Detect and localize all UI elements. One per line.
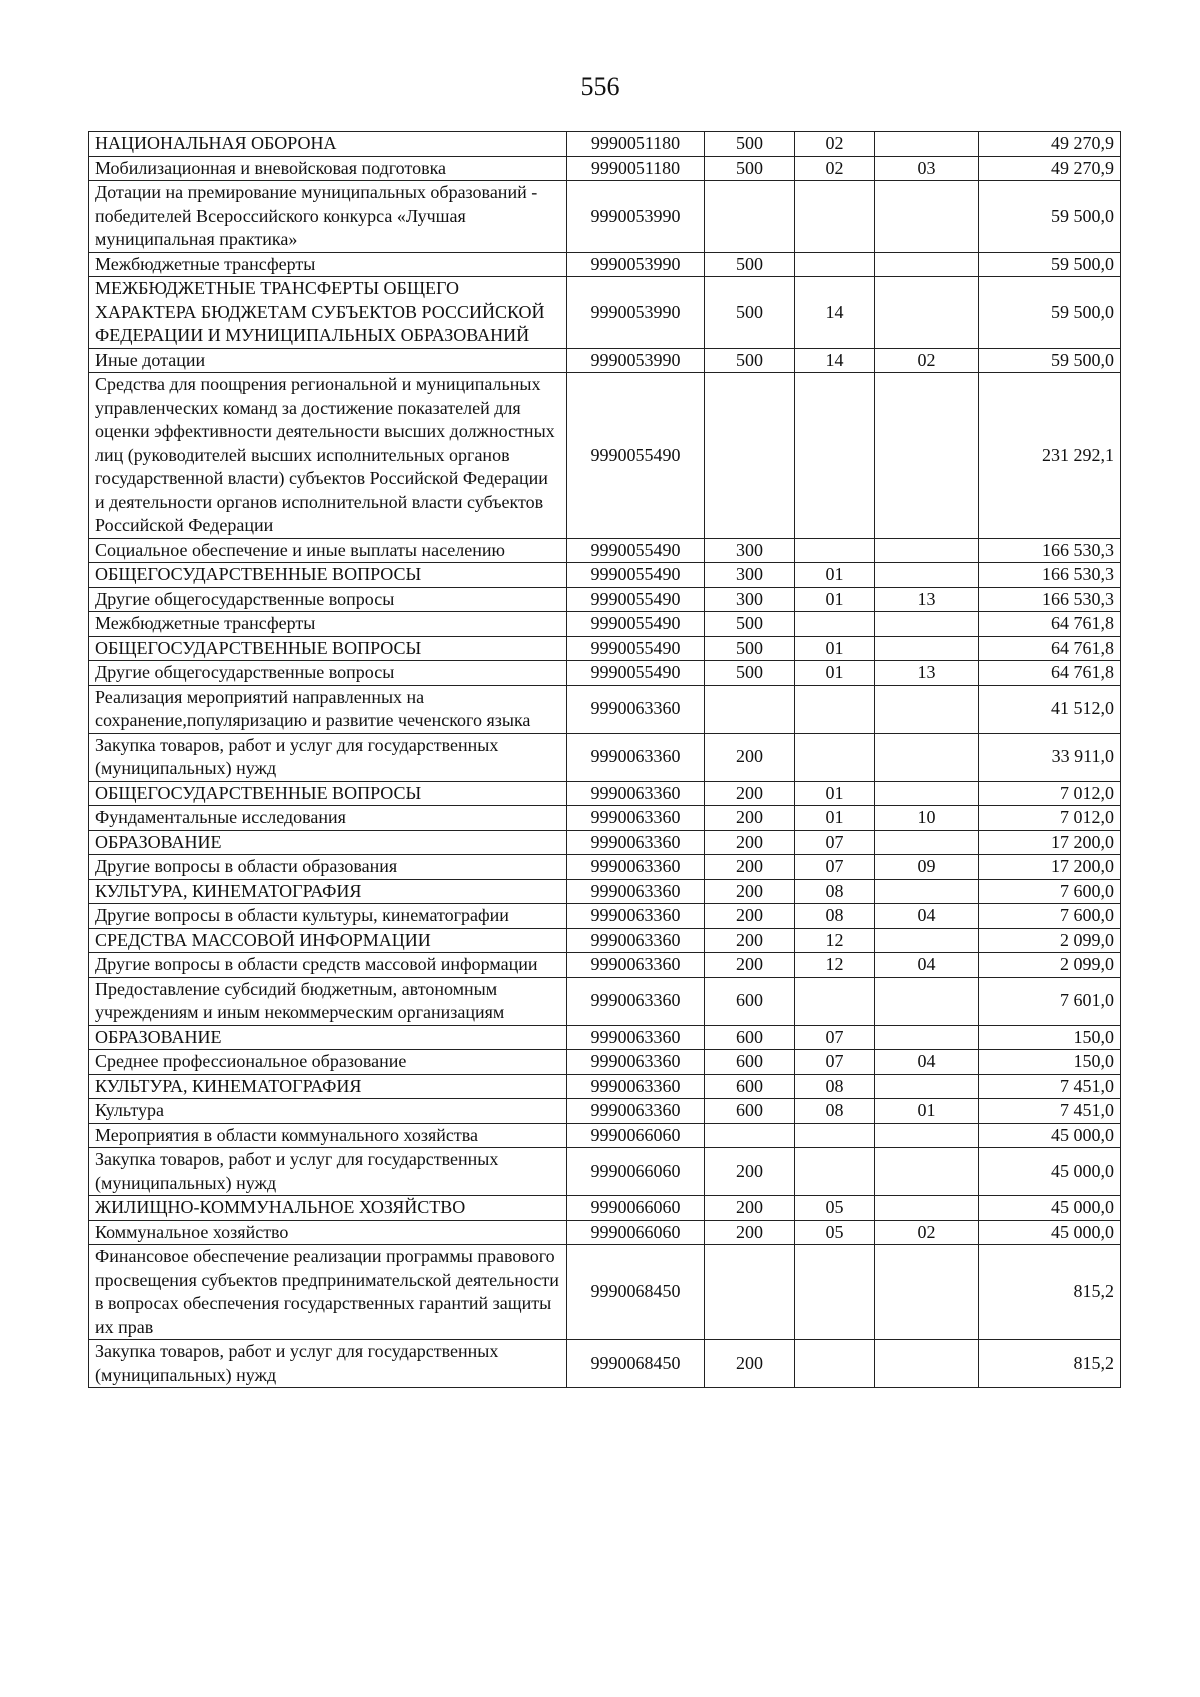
row-code-cell: 9990055490 xyxy=(567,563,705,588)
row-code-cell: 9990055490 xyxy=(567,538,705,563)
row-expense-type-cell: 200 xyxy=(705,1196,795,1221)
row-expense-type-cell: 500 xyxy=(705,348,795,373)
table-row xyxy=(89,685,1121,733)
row-section-cell xyxy=(795,1340,875,1388)
row-code-cell: 9990066060 xyxy=(567,1196,705,1221)
row-subsection-cell xyxy=(875,879,979,904)
row-expense-type-cell: 200 xyxy=(705,1148,795,1196)
row-code-cell: 9990053990 xyxy=(567,252,705,277)
row-subsection-cell xyxy=(875,928,979,953)
row-code-cell: 9990055490 xyxy=(567,661,705,686)
row-expense-type-cell: 200 xyxy=(705,781,795,806)
row-subsection-cell: 01 xyxy=(875,1099,979,1124)
row-expense-type-cell: 500 xyxy=(705,132,795,157)
row-expense-type-cell: 300 xyxy=(705,587,795,612)
row-code-cell: 9990063360 xyxy=(567,806,705,831)
row-name-cell: Фундаментальные исследования xyxy=(89,806,567,831)
row-expense-type-cell: 200 xyxy=(705,1220,795,1245)
row-amount-cell: 166 530,3 xyxy=(979,587,1121,612)
row-code-cell: 9990066060 xyxy=(567,1220,705,1245)
row-amount-cell: 231 292,1 xyxy=(979,373,1121,539)
row-name-cell: Другие вопросы в области культуры, кинематографии xyxy=(89,904,567,929)
row-name-cell: Средства для поощрения региональной и муниципальных управленческих команд за достижение показателей для оценки эффективности деятельности высших должностных лиц (руководителей высших исполнительных органов государственной власти) субъектов Российской Федерации и деятельности органов исполнительной власти субъектов Российской Федерации xyxy=(89,373,567,539)
row-expense-type-cell: 500 xyxy=(705,661,795,686)
row-subsection-cell xyxy=(875,977,979,1025)
row-expense-type-cell: 200 xyxy=(705,879,795,904)
row-section-cell xyxy=(795,1245,875,1340)
row-expense-type-cell: 500 xyxy=(705,277,795,349)
row-code-cell: 9990051180 xyxy=(567,132,705,157)
row-section-cell xyxy=(795,685,875,733)
row-section-cell: 02 xyxy=(795,132,875,157)
row-section-cell xyxy=(795,977,875,1025)
row-code-cell: 9990063360 xyxy=(567,904,705,929)
row-subsection-cell xyxy=(875,277,979,349)
row-amount-cell: 59 500,0 xyxy=(979,252,1121,277)
row-amount-cell: 45 000,0 xyxy=(979,1123,1121,1148)
row-subsection-cell: 02 xyxy=(875,348,979,373)
row-amount-cell: 64 761,8 xyxy=(979,636,1121,661)
row-name-cell: ЖИЛИЩНО-КОММУНАЛЬНОЕ ХОЗЯЙСТВО xyxy=(89,1196,567,1221)
row-name-cell: Реализация мероприятий направленных на сохранение,популяризацию и развитие чеченского языка xyxy=(89,685,567,733)
row-code-cell: 9990055490 xyxy=(567,373,705,539)
row-section-cell xyxy=(795,1148,875,1196)
row-amount-cell: 64 761,8 xyxy=(979,661,1121,686)
row-expense-type-cell: 600 xyxy=(705,1050,795,1075)
table-row xyxy=(89,806,1121,831)
row-amount-cell: 2 099,0 xyxy=(979,928,1121,953)
row-expense-type-cell: 200 xyxy=(705,830,795,855)
table-row xyxy=(89,252,1121,277)
row-subsection-cell xyxy=(875,1123,979,1148)
row-section-cell: 08 xyxy=(795,879,875,904)
row-code-cell: 9990055490 xyxy=(567,636,705,661)
table-row xyxy=(89,181,1121,253)
budget-table-body xyxy=(89,132,1121,1388)
table-row xyxy=(89,928,1121,953)
row-code-cell: 9990063360 xyxy=(567,830,705,855)
row-amount-cell: 41 512,0 xyxy=(979,685,1121,733)
row-expense-type-cell: 200 xyxy=(705,733,795,781)
row-subsection-cell: 10 xyxy=(875,806,979,831)
row-name-cell: Культура xyxy=(89,1099,567,1124)
row-section-cell xyxy=(795,181,875,253)
row-section-cell: 01 xyxy=(795,636,875,661)
row-subsection-cell: 13 xyxy=(875,587,979,612)
row-subsection-cell: 13 xyxy=(875,661,979,686)
row-name-cell: Другие общегосударственные вопросы xyxy=(89,661,567,686)
table-row xyxy=(89,156,1121,181)
row-expense-type-cell: 600 xyxy=(705,1025,795,1050)
row-name-cell: Другие общегосударственные вопросы xyxy=(89,587,567,612)
table-row xyxy=(89,636,1121,661)
table-row xyxy=(89,1196,1121,1221)
row-name-cell: КУЛЬТУРА, КИНЕМАТОГРАФИЯ xyxy=(89,1074,567,1099)
row-expense-type-cell: 200 xyxy=(705,904,795,929)
row-expense-type-cell: 500 xyxy=(705,636,795,661)
row-name-cell: Среднее профессиональное образование xyxy=(89,1050,567,1075)
table-row xyxy=(89,1074,1121,1099)
table-row xyxy=(89,1245,1121,1340)
row-amount-cell: 166 530,3 xyxy=(979,563,1121,588)
row-code-cell: 9990063360 xyxy=(567,855,705,880)
row-section-cell: 01 xyxy=(795,587,875,612)
row-subsection-cell: 03 xyxy=(875,156,979,181)
row-name-cell: ОБЩЕГОСУДАРСТВЕННЫЕ ВОПРОСЫ xyxy=(89,636,567,661)
row-name-cell: КУЛЬТУРА, КИНЕМАТОГРАФИЯ xyxy=(89,879,567,904)
page-number: 556 xyxy=(580,72,620,101)
row-section-cell: 14 xyxy=(795,277,875,349)
table-row xyxy=(89,132,1121,157)
row-amount-cell: 49 270,9 xyxy=(979,132,1121,157)
table-row xyxy=(89,373,1121,539)
row-section-cell: 07 xyxy=(795,855,875,880)
row-expense-type-cell: 300 xyxy=(705,538,795,563)
row-name-cell: Финансовое обеспечение реализации программы правового просвещения субъектов предпринимательской деятельности в вопросах обеспечения государственных гарантий защиты их прав xyxy=(89,1245,567,1340)
row-section-cell xyxy=(795,252,875,277)
row-amount-cell: 7 451,0 xyxy=(979,1074,1121,1099)
row-name-cell: Коммунальное хозяйство xyxy=(89,1220,567,1245)
row-expense-type-cell xyxy=(705,685,795,733)
row-name-cell: ОБРАЗОВАНИЕ xyxy=(89,830,567,855)
table-row xyxy=(89,348,1121,373)
row-code-cell: 9990053990 xyxy=(567,181,705,253)
row-subsection-cell xyxy=(875,181,979,253)
table-row xyxy=(89,904,1121,929)
row-amount-cell: 7 600,0 xyxy=(979,879,1121,904)
row-section-cell xyxy=(795,1123,875,1148)
row-amount-cell: 7 012,0 xyxy=(979,806,1121,831)
row-expense-type-cell: 200 xyxy=(705,806,795,831)
row-code-cell: 9990063360 xyxy=(567,781,705,806)
row-amount-cell: 7 600,0 xyxy=(979,904,1121,929)
row-name-cell: Межбюджетные трансферты xyxy=(89,612,567,637)
row-section-cell: 08 xyxy=(795,1099,875,1124)
row-expense-type-cell xyxy=(705,1123,795,1148)
row-name-cell: Закупка товаров, работ и услуг для государственных (муниципальных) нужд xyxy=(89,733,567,781)
row-subsection-cell xyxy=(875,1340,979,1388)
row-section-cell: 12 xyxy=(795,953,875,978)
table-row xyxy=(89,781,1121,806)
row-code-cell: 9990063360 xyxy=(567,953,705,978)
row-section-cell: 07 xyxy=(795,830,875,855)
row-section-cell: 01 xyxy=(795,661,875,686)
row-code-cell: 9990063360 xyxy=(567,879,705,904)
row-name-cell: Закупка товаров, работ и услуг для государственных (муниципальных) нужд xyxy=(89,1148,567,1196)
row-amount-cell: 49 270,9 xyxy=(979,156,1121,181)
row-subsection-cell xyxy=(875,1074,979,1099)
row-code-cell: 9990063360 xyxy=(567,733,705,781)
row-code-cell: 9990063360 xyxy=(567,1099,705,1124)
row-amount-cell: 150,0 xyxy=(979,1050,1121,1075)
row-amount-cell: 166 530,3 xyxy=(979,538,1121,563)
row-expense-type-cell xyxy=(705,373,795,539)
table-row xyxy=(89,1220,1121,1245)
row-expense-type-cell: 300 xyxy=(705,563,795,588)
table-row xyxy=(89,1340,1121,1388)
table-row xyxy=(89,830,1121,855)
table-row xyxy=(89,1099,1121,1124)
row-name-cell: ОБРАЗОВАНИЕ xyxy=(89,1025,567,1050)
row-section-cell xyxy=(795,538,875,563)
row-name-cell: Закупка товаров, работ и услуг для государственных (муниципальных) нужд xyxy=(89,1340,567,1388)
row-name-cell: Социальное обеспечение и иные выплаты населению xyxy=(89,538,567,563)
row-section-cell xyxy=(795,612,875,637)
table-row xyxy=(89,733,1121,781)
row-code-cell: 9990063360 xyxy=(567,1050,705,1075)
row-expense-type-cell: 600 xyxy=(705,1099,795,1124)
row-name-cell: Другие вопросы в области образования xyxy=(89,855,567,880)
row-name-cell: Межбюджетные трансферты xyxy=(89,252,567,277)
row-subsection-cell xyxy=(875,636,979,661)
row-amount-cell: 17 200,0 xyxy=(979,830,1121,855)
row-subsection-cell xyxy=(875,830,979,855)
row-expense-type-cell: 600 xyxy=(705,977,795,1025)
row-expense-type-cell: 200 xyxy=(705,953,795,978)
row-name-cell: Мобилизационная и вневойсковая подготовка xyxy=(89,156,567,181)
row-code-cell: 9990055490 xyxy=(567,612,705,637)
row-code-cell: 9990053990 xyxy=(567,348,705,373)
row-section-cell: 08 xyxy=(795,1074,875,1099)
table-row xyxy=(89,1050,1121,1075)
table-row xyxy=(89,977,1121,1025)
table-row xyxy=(89,661,1121,686)
row-code-cell: 9990053990 xyxy=(567,277,705,349)
row-section-cell: 14 xyxy=(795,348,875,373)
row-subsection-cell xyxy=(875,612,979,637)
row-section-cell: 07 xyxy=(795,1050,875,1075)
row-amount-cell: 33 911,0 xyxy=(979,733,1121,781)
table-row xyxy=(89,587,1121,612)
row-code-cell: 9990066060 xyxy=(567,1148,705,1196)
row-code-cell: 9990063360 xyxy=(567,1074,705,1099)
row-amount-cell: 45 000,0 xyxy=(979,1220,1121,1245)
table-row xyxy=(89,879,1121,904)
row-section-cell: 05 xyxy=(795,1196,875,1221)
row-expense-type-cell: 200 xyxy=(705,928,795,953)
row-section-cell: 05 xyxy=(795,1220,875,1245)
row-amount-cell: 17 200,0 xyxy=(979,855,1121,880)
row-section-cell: 01 xyxy=(795,806,875,831)
row-expense-type-cell: 200 xyxy=(705,855,795,880)
row-section-cell xyxy=(795,733,875,781)
row-amount-cell: 815,2 xyxy=(979,1245,1121,1340)
row-name-cell: ОБЩЕГОСУДАРСТВЕННЫЕ ВОПРОСЫ xyxy=(89,781,567,806)
row-section-cell: 01 xyxy=(795,781,875,806)
row-amount-cell: 7 012,0 xyxy=(979,781,1121,806)
row-subsection-cell: 04 xyxy=(875,953,979,978)
row-code-cell: 9990063360 xyxy=(567,977,705,1025)
table-row xyxy=(89,953,1121,978)
row-name-cell: НАЦИОНАЛЬНАЯ ОБОРОНА xyxy=(89,132,567,157)
table-row xyxy=(89,1123,1121,1148)
table-row xyxy=(89,277,1121,349)
row-subsection-cell xyxy=(875,733,979,781)
row-name-cell: Дотации на премирование муниципальных образований - победителей Всероссийского конкурса «Лучшая муниципальная практика» xyxy=(89,181,567,253)
row-code-cell: 9990063360 xyxy=(567,1025,705,1050)
row-name-cell: МЕЖБЮДЖЕТНЫЕ ТРАНСФЕРТЫ ОБЩЕГО ХАРАКТЕРА БЮДЖЕТАМ СУБЪЕКТОВ РОССИЙСКОЙ ФЕДЕРАЦИИ И МУНИЦИПАЛЬНЫХ ОБРАЗОВАНИЙ xyxy=(89,277,567,349)
row-amount-cell: 7 451,0 xyxy=(979,1099,1121,1124)
row-code-cell: 9990063360 xyxy=(567,685,705,733)
table-row xyxy=(89,855,1121,880)
row-subsection-cell xyxy=(875,1245,979,1340)
row-amount-cell: 815,2 xyxy=(979,1340,1121,1388)
row-section-cell: 01 xyxy=(795,563,875,588)
row-subsection-cell xyxy=(875,373,979,539)
row-subsection-cell xyxy=(875,563,979,588)
row-subsection-cell xyxy=(875,1025,979,1050)
row-amount-cell: 45 000,0 xyxy=(979,1196,1121,1221)
row-expense-type-cell: 200 xyxy=(705,1340,795,1388)
row-subsection-cell: 09 xyxy=(875,855,979,880)
row-expense-type-cell: 500 xyxy=(705,612,795,637)
row-amount-cell: 64 761,8 xyxy=(979,612,1121,637)
table-row xyxy=(89,563,1121,588)
row-code-cell: 9990051180 xyxy=(567,156,705,181)
table-row xyxy=(89,612,1121,637)
row-section-cell xyxy=(795,373,875,539)
row-amount-cell: 59 500,0 xyxy=(979,277,1121,349)
row-subsection-cell xyxy=(875,781,979,806)
row-subsection-cell xyxy=(875,132,979,157)
row-section-cell: 12 xyxy=(795,928,875,953)
row-section-cell: 02 xyxy=(795,156,875,181)
row-name-cell: Иные дотации xyxy=(89,348,567,373)
row-code-cell: 9990063360 xyxy=(567,928,705,953)
row-name-cell: ОБЩЕГОСУДАРСТВЕННЫЕ ВОПРОСЫ xyxy=(89,563,567,588)
row-code-cell: 9990066060 xyxy=(567,1123,705,1148)
row-name-cell: Мероприятия в области коммунального хозяйства xyxy=(89,1123,567,1148)
row-expense-type-cell: 500 xyxy=(705,156,795,181)
row-amount-cell: 45 000,0 xyxy=(979,1148,1121,1196)
row-section-cell: 08 xyxy=(795,904,875,929)
row-amount-cell: 59 500,0 xyxy=(979,348,1121,373)
row-amount-cell: 59 500,0 xyxy=(979,181,1121,253)
row-subsection-cell xyxy=(875,538,979,563)
row-subsection-cell: 02 xyxy=(875,1220,979,1245)
row-expense-type-cell: 600 xyxy=(705,1074,795,1099)
row-amount-cell: 150,0 xyxy=(979,1025,1121,1050)
row-code-cell: 9990068450 xyxy=(567,1245,705,1340)
table-row xyxy=(89,1025,1121,1050)
row-code-cell: 9990068450 xyxy=(567,1340,705,1388)
row-subsection-cell xyxy=(875,1148,979,1196)
row-subsection-cell xyxy=(875,1196,979,1221)
row-name-cell: СРЕДСТВА МАССОВОЙ ИНФОРМАЦИИ xyxy=(89,928,567,953)
row-section-cell: 07 xyxy=(795,1025,875,1050)
row-name-cell: Предоставление субсидий бюджетным, автономным учреждениям и иным некоммерческим организациям xyxy=(89,977,567,1025)
budget-table xyxy=(88,131,1121,1388)
table-row xyxy=(89,1148,1121,1196)
row-subsection-cell: 04 xyxy=(875,1050,979,1075)
row-amount-cell: 2 099,0 xyxy=(979,953,1121,978)
row-expense-type-cell xyxy=(705,181,795,253)
row-expense-type-cell xyxy=(705,1245,795,1340)
row-amount-cell: 7 601,0 xyxy=(979,977,1121,1025)
row-subsection-cell xyxy=(875,685,979,733)
row-subsection-cell: 04 xyxy=(875,904,979,929)
table-row xyxy=(89,538,1121,563)
row-expense-type-cell: 500 xyxy=(705,252,795,277)
row-subsection-cell xyxy=(875,252,979,277)
row-code-cell: 9990055490 xyxy=(567,587,705,612)
row-name-cell: Другие вопросы в области средств массовой информации xyxy=(89,953,567,978)
